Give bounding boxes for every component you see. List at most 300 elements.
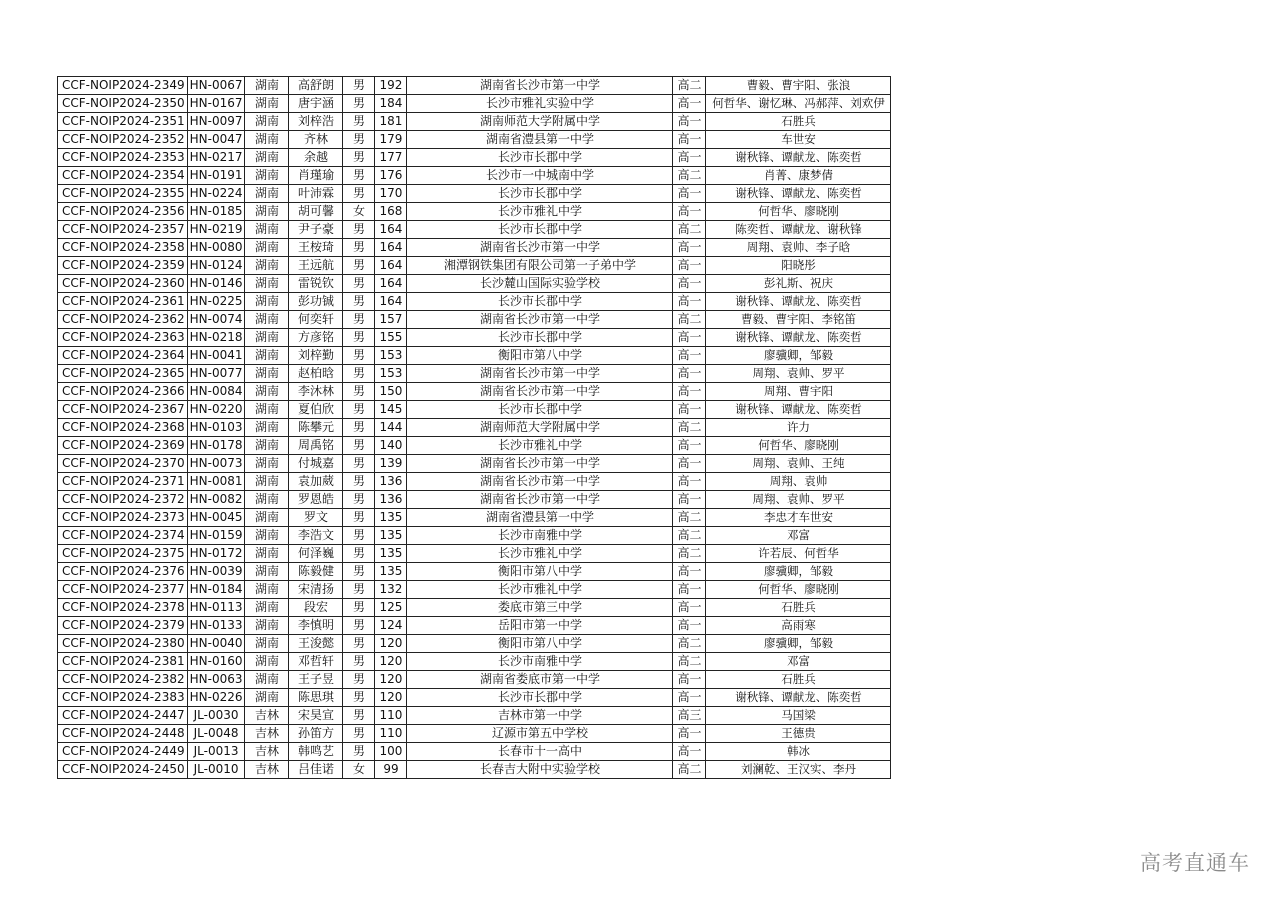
student-name-cell: 袁加葳 bbox=[289, 473, 343, 491]
cert-id-cell: CCF-NOIP2024-2369 bbox=[58, 437, 188, 455]
coach-cell: 周翔、袁帅、罗平 bbox=[706, 365, 891, 383]
cert-id-cell: CCF-NOIP2024-2366 bbox=[58, 383, 188, 401]
student-name-cell: 雷锐钦 bbox=[289, 275, 343, 293]
gender-cell: 男 bbox=[343, 167, 375, 185]
score-cell: 100 bbox=[375, 743, 407, 761]
school-cell: 湘潭钢铁集团有限公司第一子弟中学 bbox=[407, 257, 673, 275]
province-cell: 湖南 bbox=[245, 185, 289, 203]
school-cell: 长沙市长郡中学 bbox=[407, 329, 673, 347]
grade-cell: 高一 bbox=[673, 149, 706, 167]
exam-id-cell: HN-0159 bbox=[187, 527, 245, 545]
coach-cell: 马国梁 bbox=[706, 707, 891, 725]
student-name-cell: 陈攀元 bbox=[289, 419, 343, 437]
grade-cell: 高二 bbox=[673, 509, 706, 527]
gender-cell: 男 bbox=[343, 581, 375, 599]
coach-cell: 高雨寒 bbox=[706, 617, 891, 635]
school-cell: 衡阳市第八中学 bbox=[407, 635, 673, 653]
score-cell: 125 bbox=[375, 599, 407, 617]
cert-id-cell: CCF-NOIP2024-2379 bbox=[58, 617, 188, 635]
cert-id-cell: CCF-NOIP2024-2353 bbox=[58, 149, 188, 167]
coach-cell: 何哲华、廖晓刚 bbox=[706, 581, 891, 599]
province-cell: 湖南 bbox=[245, 365, 289, 383]
grade-cell: 高一 bbox=[673, 239, 706, 257]
exam-id-cell: JL-0048 bbox=[187, 725, 245, 743]
school-cell: 娄底市第三中学 bbox=[407, 599, 673, 617]
score-sheet bbox=[57, 76, 891, 779]
gender-cell: 男 bbox=[343, 545, 375, 563]
coach-cell: 谢秋锋、谭献龙、陈奕哲 bbox=[706, 329, 891, 347]
student-name-cell: 夏伯欣 bbox=[289, 401, 343, 419]
table-row bbox=[58, 671, 891, 689]
school-cell: 湖南省长沙市第一中学 bbox=[407, 77, 673, 95]
score-cell: 124 bbox=[375, 617, 407, 635]
grade-cell: 高一 bbox=[673, 365, 706, 383]
cert-id-cell: CCF-NOIP2024-2376 bbox=[58, 563, 188, 581]
cert-id-cell: CCF-NOIP2024-2359 bbox=[58, 257, 188, 275]
grade-cell: 高一 bbox=[673, 473, 706, 491]
cert-id-cell: CCF-NOIP2024-2358 bbox=[58, 239, 188, 257]
table-row bbox=[58, 293, 891, 311]
school-cell: 湖南省长沙市第一中学 bbox=[407, 383, 673, 401]
table-row bbox=[58, 95, 891, 113]
coach-cell: 曹毅、曹宇阳、张浪 bbox=[706, 77, 891, 95]
coach-cell: 廖骥卿，邹毅 bbox=[706, 347, 891, 365]
cert-id-cell: CCF-NOIP2024-2368 bbox=[58, 419, 188, 437]
student-name-cell: 段宏 bbox=[289, 599, 343, 617]
score-cell: 120 bbox=[375, 635, 407, 653]
gender-cell: 男 bbox=[343, 221, 375, 239]
table-row bbox=[58, 275, 891, 293]
table-row bbox=[58, 437, 891, 455]
score-cell: 184 bbox=[375, 95, 407, 113]
score-cell: 110 bbox=[375, 707, 407, 725]
coach-cell: 谢秋锋、谭献龙、陈奕哲 bbox=[706, 401, 891, 419]
province-cell: 湖南 bbox=[245, 491, 289, 509]
gender-cell: 男 bbox=[343, 149, 375, 167]
student-name-cell: 叶沛霖 bbox=[289, 185, 343, 203]
school-cell: 衡阳市第八中学 bbox=[407, 347, 673, 365]
grade-cell: 高一 bbox=[673, 95, 706, 113]
cert-id-cell: CCF-NOIP2024-2374 bbox=[58, 527, 188, 545]
province-cell: 湖南 bbox=[245, 257, 289, 275]
exam-id-cell: HN-0067 bbox=[187, 77, 245, 95]
student-name-cell: 肖瑾瑜 bbox=[289, 167, 343, 185]
province-cell: 湖南 bbox=[245, 239, 289, 257]
cert-id-cell: CCF-NOIP2024-2350 bbox=[58, 95, 188, 113]
student-name-cell: 方彦铭 bbox=[289, 329, 343, 347]
grade-cell: 高一 bbox=[673, 581, 706, 599]
cert-id-cell: CCF-NOIP2024-2367 bbox=[58, 401, 188, 419]
gender-cell: 男 bbox=[343, 671, 375, 689]
score-cell: 144 bbox=[375, 419, 407, 437]
gender-cell: 男 bbox=[343, 707, 375, 725]
student-name-cell: 李沐林 bbox=[289, 383, 343, 401]
coach-cell: 曹毅、曹宇阳、李铭笛 bbox=[706, 311, 891, 329]
cert-id-cell: CCF-NOIP2024-2363 bbox=[58, 329, 188, 347]
exam-id-cell: HN-0218 bbox=[187, 329, 245, 347]
school-cell: 长沙市雅礼中学 bbox=[407, 437, 673, 455]
province-cell: 湖南 bbox=[245, 599, 289, 617]
province-cell: 湖南 bbox=[245, 221, 289, 239]
exam-id-cell: HN-0103 bbox=[187, 419, 245, 437]
coach-cell: 周翔、袁帅、李子晗 bbox=[706, 239, 891, 257]
gender-cell: 男 bbox=[343, 113, 375, 131]
grade-cell: 高一 bbox=[673, 455, 706, 473]
exam-id-cell: HN-0146 bbox=[187, 275, 245, 293]
student-name-cell: 唐宇涵 bbox=[289, 95, 343, 113]
cert-id-cell: CCF-NOIP2024-2371 bbox=[58, 473, 188, 491]
school-cell: 岳阳市第一中学 bbox=[407, 617, 673, 635]
exam-id-cell: HN-0224 bbox=[187, 185, 245, 203]
table-row bbox=[58, 239, 891, 257]
score-cell: 164 bbox=[375, 293, 407, 311]
grade-cell: 高一 bbox=[673, 617, 706, 635]
gender-cell: 男 bbox=[343, 131, 375, 149]
province-cell: 湖南 bbox=[245, 329, 289, 347]
coach-cell: 许若辰、何哲华 bbox=[706, 545, 891, 563]
student-name-cell: 刘梓勤 bbox=[289, 347, 343, 365]
coach-cell: 何哲华、谢忆琳、冯郝萍、刘欢伊 bbox=[706, 95, 891, 113]
table-row bbox=[58, 203, 891, 221]
coach-cell: 许力 bbox=[706, 419, 891, 437]
school-cell: 长沙市雅礼中学 bbox=[407, 545, 673, 563]
table-row bbox=[58, 113, 891, 131]
table-row bbox=[58, 635, 891, 653]
gender-cell: 男 bbox=[343, 239, 375, 257]
table-row bbox=[58, 185, 891, 203]
province-cell: 吉林 bbox=[245, 743, 289, 761]
table-row bbox=[58, 473, 891, 491]
province-cell: 湖南 bbox=[245, 383, 289, 401]
coach-cell: 刘澜乾、王汉实、李丹 bbox=[706, 761, 891, 779]
table-row bbox=[58, 725, 891, 743]
gender-cell: 男 bbox=[343, 419, 375, 437]
cert-id-cell: CCF-NOIP2024-2447 bbox=[58, 707, 188, 725]
score-cell: 135 bbox=[375, 563, 407, 581]
school-cell: 辽源市第五中学校 bbox=[407, 725, 673, 743]
cert-id-cell: CCF-NOIP2024-2377 bbox=[58, 581, 188, 599]
grade-cell: 高一 bbox=[673, 131, 706, 149]
cert-id-cell: CCF-NOIP2024-2450 bbox=[58, 761, 188, 779]
score-cell: 120 bbox=[375, 671, 407, 689]
province-cell: 湖南 bbox=[245, 311, 289, 329]
gender-cell: 男 bbox=[343, 275, 375, 293]
table-row bbox=[58, 617, 891, 635]
grade-cell: 高一 bbox=[673, 347, 706, 365]
grade-cell: 高二 bbox=[673, 653, 706, 671]
gender-cell: 男 bbox=[343, 617, 375, 635]
grade-cell: 高二 bbox=[673, 311, 706, 329]
school-cell: 长沙市长郡中学 bbox=[407, 149, 673, 167]
exam-id-cell: HN-0045 bbox=[187, 509, 245, 527]
grade-cell: 高一 bbox=[673, 671, 706, 689]
school-cell: 长沙市雅礼实验中学 bbox=[407, 95, 673, 113]
exam-id-cell: HN-0041 bbox=[187, 347, 245, 365]
grade-cell: 高一 bbox=[673, 257, 706, 275]
table-row bbox=[58, 761, 891, 779]
province-cell: 湖南 bbox=[245, 293, 289, 311]
province-cell: 吉林 bbox=[245, 761, 289, 779]
table-row bbox=[58, 167, 891, 185]
school-cell: 长沙麓山国际实验学校 bbox=[407, 275, 673, 293]
gender-cell: 男 bbox=[343, 527, 375, 545]
exam-id-cell: HN-0097 bbox=[187, 113, 245, 131]
student-name-cell: 李浩文 bbox=[289, 527, 343, 545]
cert-id-cell: CCF-NOIP2024-2360 bbox=[58, 275, 188, 293]
score-cell: 136 bbox=[375, 491, 407, 509]
score-cell: 139 bbox=[375, 455, 407, 473]
table-row bbox=[58, 563, 891, 581]
coach-cell: 何哲华、廖晓刚 bbox=[706, 437, 891, 455]
province-cell: 湖南 bbox=[245, 635, 289, 653]
school-cell: 湖南师范大学附属中学 bbox=[407, 113, 673, 131]
gender-cell: 男 bbox=[343, 455, 375, 473]
gender-cell: 男 bbox=[343, 473, 375, 491]
exam-id-cell: HN-0039 bbox=[187, 563, 245, 581]
province-cell: 湖南 bbox=[245, 581, 289, 599]
grade-cell: 高一 bbox=[673, 401, 706, 419]
results-table bbox=[57, 76, 891, 779]
student-name-cell: 罗恩皓 bbox=[289, 491, 343, 509]
gender-cell: 男 bbox=[343, 383, 375, 401]
cert-id-cell: CCF-NOIP2024-2355 bbox=[58, 185, 188, 203]
gender-cell: 男 bbox=[343, 725, 375, 743]
school-cell: 湖南省长沙市第一中学 bbox=[407, 491, 673, 509]
exam-id-cell: JL-0030 bbox=[187, 707, 245, 725]
grade-cell: 高二 bbox=[673, 167, 706, 185]
school-cell: 长春吉大附中实验学校 bbox=[407, 761, 673, 779]
coach-cell: 肖菁、康梦倩 bbox=[706, 167, 891, 185]
cert-id-cell: CCF-NOIP2024-2448 bbox=[58, 725, 188, 743]
cert-id-cell: CCF-NOIP2024-2364 bbox=[58, 347, 188, 365]
student-name-cell: 周禹铭 bbox=[289, 437, 343, 455]
score-cell: 120 bbox=[375, 653, 407, 671]
coach-cell: 李忠才车世安 bbox=[706, 509, 891, 527]
coach-cell: 邓富 bbox=[706, 653, 891, 671]
province-cell: 湖南 bbox=[245, 419, 289, 437]
province-cell: 吉林 bbox=[245, 707, 289, 725]
coach-cell: 彭礼斯、祝庆 bbox=[706, 275, 891, 293]
score-cell: 176 bbox=[375, 167, 407, 185]
score-cell: 135 bbox=[375, 527, 407, 545]
gender-cell: 男 bbox=[343, 509, 375, 527]
grade-cell: 高二 bbox=[673, 545, 706, 563]
student-name-cell: 胡可馨 bbox=[289, 203, 343, 221]
table-row bbox=[58, 131, 891, 149]
grade-cell: 高二 bbox=[673, 419, 706, 437]
exam-id-cell: HN-0220 bbox=[187, 401, 245, 419]
province-cell: 湖南 bbox=[245, 455, 289, 473]
exam-id-cell: HN-0217 bbox=[187, 149, 245, 167]
province-cell: 湖南 bbox=[245, 563, 289, 581]
gender-cell: 男 bbox=[343, 437, 375, 455]
gender-cell: 男 bbox=[343, 185, 375, 203]
exam-id-cell: HN-0124 bbox=[187, 257, 245, 275]
score-cell: 145 bbox=[375, 401, 407, 419]
watermark-text: 高考直通车 bbox=[1140, 851, 1250, 875]
exam-id-cell: HN-0074 bbox=[187, 311, 245, 329]
score-cell: 164 bbox=[375, 275, 407, 293]
gender-cell: 男 bbox=[343, 743, 375, 761]
table-row bbox=[58, 455, 891, 473]
grade-cell: 高二 bbox=[673, 221, 706, 239]
grade-cell: 高二 bbox=[673, 527, 706, 545]
table-row bbox=[58, 347, 891, 365]
exam-id-cell: JL-0013 bbox=[187, 743, 245, 761]
score-cell: 140 bbox=[375, 437, 407, 455]
grade-cell: 高一 bbox=[673, 275, 706, 293]
gender-cell: 男 bbox=[343, 77, 375, 95]
exam-id-cell: HN-0225 bbox=[187, 293, 245, 311]
exam-id-cell: HN-0178 bbox=[187, 437, 245, 455]
table-row bbox=[58, 689, 891, 707]
coach-cell: 谢秋锋、谭献龙、陈奕哲 bbox=[706, 689, 891, 707]
score-cell: 132 bbox=[375, 581, 407, 599]
province-cell: 湖南 bbox=[245, 527, 289, 545]
school-cell: 湖南省长沙市第一中学 bbox=[407, 473, 673, 491]
school-cell: 长沙市雅礼中学 bbox=[407, 203, 673, 221]
table-row bbox=[58, 545, 891, 563]
student-name-cell: 刘梓浩 bbox=[289, 113, 343, 131]
table-row bbox=[58, 149, 891, 167]
exam-id-cell: JL-0010 bbox=[187, 761, 245, 779]
grade-cell: 高一 bbox=[673, 185, 706, 203]
school-cell: 湖南省澧县第一中学 bbox=[407, 131, 673, 149]
table-row bbox=[58, 491, 891, 509]
table-row bbox=[58, 527, 891, 545]
student-name-cell: 李慎明 bbox=[289, 617, 343, 635]
cert-id-cell: CCF-NOIP2024-2382 bbox=[58, 671, 188, 689]
coach-cell: 周翔、曹宇阳 bbox=[706, 383, 891, 401]
grade-cell: 高一 bbox=[673, 689, 706, 707]
score-cell: 181 bbox=[375, 113, 407, 131]
score-cell: 170 bbox=[375, 185, 407, 203]
province-cell: 湖南 bbox=[245, 401, 289, 419]
student-name-cell: 何奕轩 bbox=[289, 311, 343, 329]
score-cell: 179 bbox=[375, 131, 407, 149]
school-cell: 长沙市长郡中学 bbox=[407, 401, 673, 419]
province-cell: 湖南 bbox=[245, 617, 289, 635]
cert-id-cell: CCF-NOIP2024-2449 bbox=[58, 743, 188, 761]
school-cell: 湖南省长沙市第一中学 bbox=[407, 311, 673, 329]
student-name-cell: 何泽巍 bbox=[289, 545, 343, 563]
exam-id-cell: HN-0167 bbox=[187, 95, 245, 113]
cert-id-cell: CCF-NOIP2024-2381 bbox=[58, 653, 188, 671]
province-cell: 湖南 bbox=[245, 437, 289, 455]
grade-cell: 高一 bbox=[673, 599, 706, 617]
cert-id-cell: CCF-NOIP2024-2349 bbox=[58, 77, 188, 95]
student-name-cell: 孙笛方 bbox=[289, 725, 343, 743]
grade-cell: 高二 bbox=[673, 635, 706, 653]
table-row bbox=[58, 653, 891, 671]
province-cell: 湖南 bbox=[245, 275, 289, 293]
exam-id-cell: HN-0073 bbox=[187, 455, 245, 473]
table-row bbox=[58, 77, 891, 95]
table-row bbox=[58, 365, 891, 383]
score-cell: 153 bbox=[375, 347, 407, 365]
province-cell: 湖南 bbox=[245, 131, 289, 149]
coach-cell: 谢秋锋、谭献龙、陈奕哲 bbox=[706, 185, 891, 203]
gender-cell: 男 bbox=[343, 635, 375, 653]
grade-cell: 高一 bbox=[673, 563, 706, 581]
cert-id-cell: CCF-NOIP2024-2380 bbox=[58, 635, 188, 653]
school-cell: 长沙市长郡中学 bbox=[407, 221, 673, 239]
table-row bbox=[58, 419, 891, 437]
student-name-cell: 余越 bbox=[289, 149, 343, 167]
school-cell: 长春市十一高中 bbox=[407, 743, 673, 761]
table-row bbox=[58, 581, 891, 599]
cert-id-cell: CCF-NOIP2024-2365 bbox=[58, 365, 188, 383]
student-name-cell: 陈毅健 bbox=[289, 563, 343, 581]
score-cell: 110 bbox=[375, 725, 407, 743]
grade-cell: 高二 bbox=[673, 761, 706, 779]
coach-cell: 周翔、袁帅、王纯 bbox=[706, 455, 891, 473]
score-cell: 135 bbox=[375, 545, 407, 563]
cert-id-cell: CCF-NOIP2024-2352 bbox=[58, 131, 188, 149]
student-name-cell: 王浚懿 bbox=[289, 635, 343, 653]
score-cell: 136 bbox=[375, 473, 407, 491]
school-cell: 湖南师范大学附属中学 bbox=[407, 419, 673, 437]
exam-id-cell: HN-0084 bbox=[187, 383, 245, 401]
cert-id-cell: CCF-NOIP2024-2354 bbox=[58, 167, 188, 185]
score-cell: 150 bbox=[375, 383, 407, 401]
gender-cell: 男 bbox=[343, 257, 375, 275]
grade-cell: 高一 bbox=[673, 437, 706, 455]
school-cell: 长沙市长郡中学 bbox=[407, 185, 673, 203]
cert-id-cell: CCF-NOIP2024-2362 bbox=[58, 311, 188, 329]
school-cell: 衡阳市第八中学 bbox=[407, 563, 673, 581]
table-row bbox=[58, 401, 891, 419]
province-cell: 湖南 bbox=[245, 545, 289, 563]
student-name-cell: 王子昱 bbox=[289, 671, 343, 689]
gender-cell: 男 bbox=[343, 599, 375, 617]
province-cell: 湖南 bbox=[245, 347, 289, 365]
table-row bbox=[58, 743, 891, 761]
grade-cell: 高一 bbox=[673, 725, 706, 743]
cert-id-cell: CCF-NOIP2024-2383 bbox=[58, 689, 188, 707]
school-cell: 湖南省澧县第一中学 bbox=[407, 509, 673, 527]
exam-id-cell: HN-0219 bbox=[187, 221, 245, 239]
gender-cell: 男 bbox=[343, 491, 375, 509]
coach-cell: 何哲华、廖晓刚 bbox=[706, 203, 891, 221]
school-cell: 长沙市南雅中学 bbox=[407, 653, 673, 671]
school-cell: 吉林市第一中学 bbox=[407, 707, 673, 725]
school-cell: 长沙市长郡中学 bbox=[407, 689, 673, 707]
grade-cell: 高一 bbox=[673, 203, 706, 221]
score-cell: 168 bbox=[375, 203, 407, 221]
student-name-cell: 宋昊宣 bbox=[289, 707, 343, 725]
exam-id-cell: HN-0077 bbox=[187, 365, 245, 383]
gender-cell: 男 bbox=[343, 347, 375, 365]
gender-cell: 男 bbox=[343, 689, 375, 707]
score-cell: 192 bbox=[375, 77, 407, 95]
grade-cell: 高一 bbox=[673, 113, 706, 131]
province-cell: 吉林 bbox=[245, 725, 289, 743]
grade-cell: 高一 bbox=[673, 293, 706, 311]
school-cell: 湖南省娄底市第一中学 bbox=[407, 671, 673, 689]
gender-cell: 女 bbox=[343, 761, 375, 779]
coach-cell: 谢秋锋、谭献龙、陈奕哲 bbox=[706, 293, 891, 311]
gender-cell: 男 bbox=[343, 95, 375, 113]
gender-cell: 男 bbox=[343, 653, 375, 671]
exam-id-cell: HN-0080 bbox=[187, 239, 245, 257]
coach-cell: 阳晓彤 bbox=[706, 257, 891, 275]
school-cell: 湖南省长沙市第一中学 bbox=[407, 365, 673, 383]
cert-id-cell: CCF-NOIP2024-2372 bbox=[58, 491, 188, 509]
student-name-cell: 彭功铖 bbox=[289, 293, 343, 311]
score-cell: 164 bbox=[375, 239, 407, 257]
exam-id-cell: HN-0113 bbox=[187, 599, 245, 617]
